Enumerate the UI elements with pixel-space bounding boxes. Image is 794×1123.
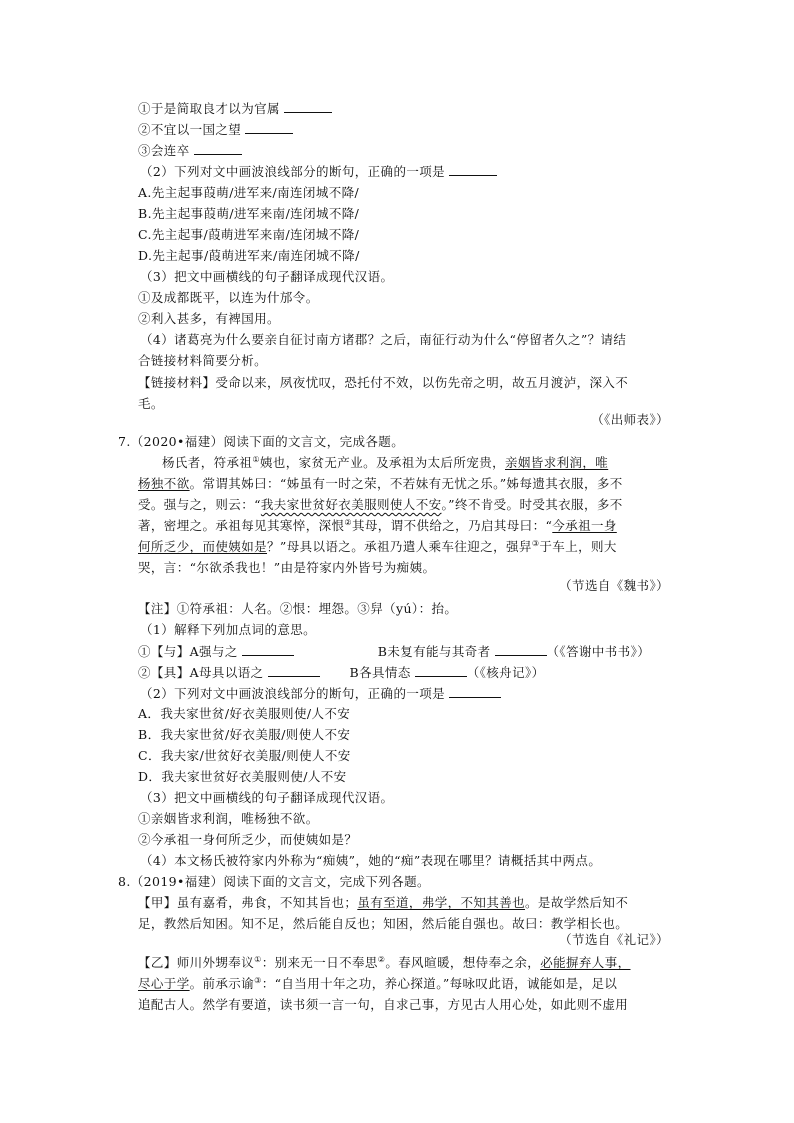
question-8-heading: 8.（2019•福建）阅读下面的文言文，完成下列各题。 [118, 874, 430, 889]
answer-blank[interactable] [284, 100, 332, 113]
translate-item-2: ②利入甚多，有裨国用。 [138, 311, 280, 326]
passage-yi: 【乙】师川外甥奉议①：别来无一日不奉思②。春风暄暖，想侍奉之余，必能摒弃人事， [138, 954, 631, 970]
translate-item-1: ①亲姻皆求利润，唯杨独不欲。 [138, 811, 319, 826]
option-c: C.先主起事/葭萌进军来南/连闭城不降/ [138, 227, 360, 242]
passage-line: 著，密埋之。承祖每见其寒悴，深恨②其母，谓不供给之，乃启其母曰：“今承祖一身 [138, 517, 617, 533]
source-citation: （《出师表》） [591, 412, 669, 427]
passage-line: 杨独不欲。常谓其姊曰：“姊虽有一时之荣，不若妹有无忧之乐。”姊每遗其衣服，多不 [138, 476, 623, 491]
passage-line: 受。强与之，则云：“我夫家世贫好衣美服则使人不安。”终不肯受。时受其衣服，多不 [138, 497, 623, 512]
passage-line: 哭，言：“尔欲杀我也！”由是符家内外皆号为痴姨。 [138, 560, 436, 575]
question-3: （3）把文中画横线的句子翻译成现代汉语。 [140, 790, 394, 805]
question-2: （2）下列对文中画波浪线部分的断句，正确的一项是 [140, 685, 501, 702]
option-d: D.先主起事/葭萌进军来/南连闭城不降/ [138, 248, 360, 263]
question-4: （4）诸葛亮为什么要亲自征讨南方诸郡？之后，南征行动为什么“停留者久之”？请结 [140, 332, 627, 347]
vocab-row-1: ①【与】A强与之 B未复有能与其奇者 （《答谢中书书》） [138, 644, 651, 659]
question-7-heading: 7.（2020•福建）阅读下面的文言文，完成各题。 [118, 434, 405, 449]
option-b: B．我夫家世贫/好衣美服/则使人不安 [138, 727, 351, 742]
option-a: A．我夫家世贫/好衣美服则使/人不安 [138, 706, 351, 721]
question-2: （2）下列对文中画波浪线部分的断句，正确的一项是 [140, 163, 497, 180]
question-4: （4）本文杨氏被符家内外称为“痴姨”，她的“痴”表现在哪里？请概括其中两点。 [140, 853, 602, 868]
passage-jia-cont: 足，教然后知困。知不足，然后能自反也；知困，然后能自强也。故曰：教学相长也。 [138, 916, 629, 931]
vocab-item-1: ①于是简取良才以为官属 [138, 100, 332, 117]
vocab-item-2: ②不宜以一国之望 [138, 121, 293, 138]
link-material: 【链接材料】受命以来，夙夜忧叹，恐托付不效，以伤先帝之明，故五月渡泸，深入不 [138, 375, 629, 390]
answer-blank[interactable] [449, 163, 497, 176]
annotation-note: 【注】①符承祖：人名。②恨：埋怨。③舁（yú）：抬。 [138, 601, 458, 616]
answer-blank[interactable] [242, 643, 294, 656]
answer-blank[interactable] [245, 121, 293, 134]
question-3: （3）把文中画横线的句子翻译成现代汉语。 [140, 269, 394, 284]
source-citation: （节选自《魏书》） [559, 578, 669, 593]
vocab-item-3: ③会连卒 [138, 142, 242, 159]
answer-blank[interactable] [194, 142, 242, 155]
option-d: D．我夫家世贫好衣美服则使/人不安 [138, 769, 347, 784]
answer-blank[interactable] [415, 664, 467, 677]
passage-line: 杨氏者，符承祖①姨也，家贫无产业。及承祖为太后所宠贵，亲姻皆求利润，唯 [162, 454, 609, 470]
source-citation: （节选自《礼记》） [559, 932, 669, 947]
option-c: C．我夫家/世贫好衣美服/则使人不安 [138, 748, 351, 763]
link-material-cont: 毛。 [138, 396, 164, 411]
passage-yi-cont: 尽心于学。前承示谕③：“自当用十年之功，养心探道。”每咏叹此语，诚能如是，足以 [138, 975, 618, 991]
option-b: B.先主起事葭萌/进军来南/连闭城不降/ [138, 206, 360, 221]
translate-item-1: ①及成都既平，以连为什邡令。 [138, 290, 319, 305]
passage-jia: 【甲】虽有嘉肴，弗食，不知其旨也；虽有至道，弗学，不知其善也。是故学然后知不 [138, 895, 629, 910]
vocab-row-2: ②【具】A母具以语之 B各具情态 （《核舟记》） [138, 665, 545, 680]
question-1: （1）解释下列加点词的意思。 [140, 622, 317, 637]
answer-blank[interactable] [449, 685, 501, 698]
option-a: A.先主起事葭萌/进军来/南连闭城不降/ [138, 185, 360, 200]
translate-item-2: ②今承祖一身何所乏少，而使姨如是？ [138, 832, 358, 847]
passage-line: 何所乏少，而使姨如是？”母具以语之。承祖乃遣人乘车往迎之，强舁③于车上，则大 [138, 538, 617, 554]
passage-yi-cont: 追配古人。然学有要道，读书须一言一句，自求己事，方见古人用心处，如此则不虚用 [138, 997, 629, 1012]
answer-blank[interactable] [495, 643, 547, 656]
question-4-cont: 合链接材料简要分析。 [138, 353, 268, 368]
answer-blank[interactable] [268, 664, 320, 677]
